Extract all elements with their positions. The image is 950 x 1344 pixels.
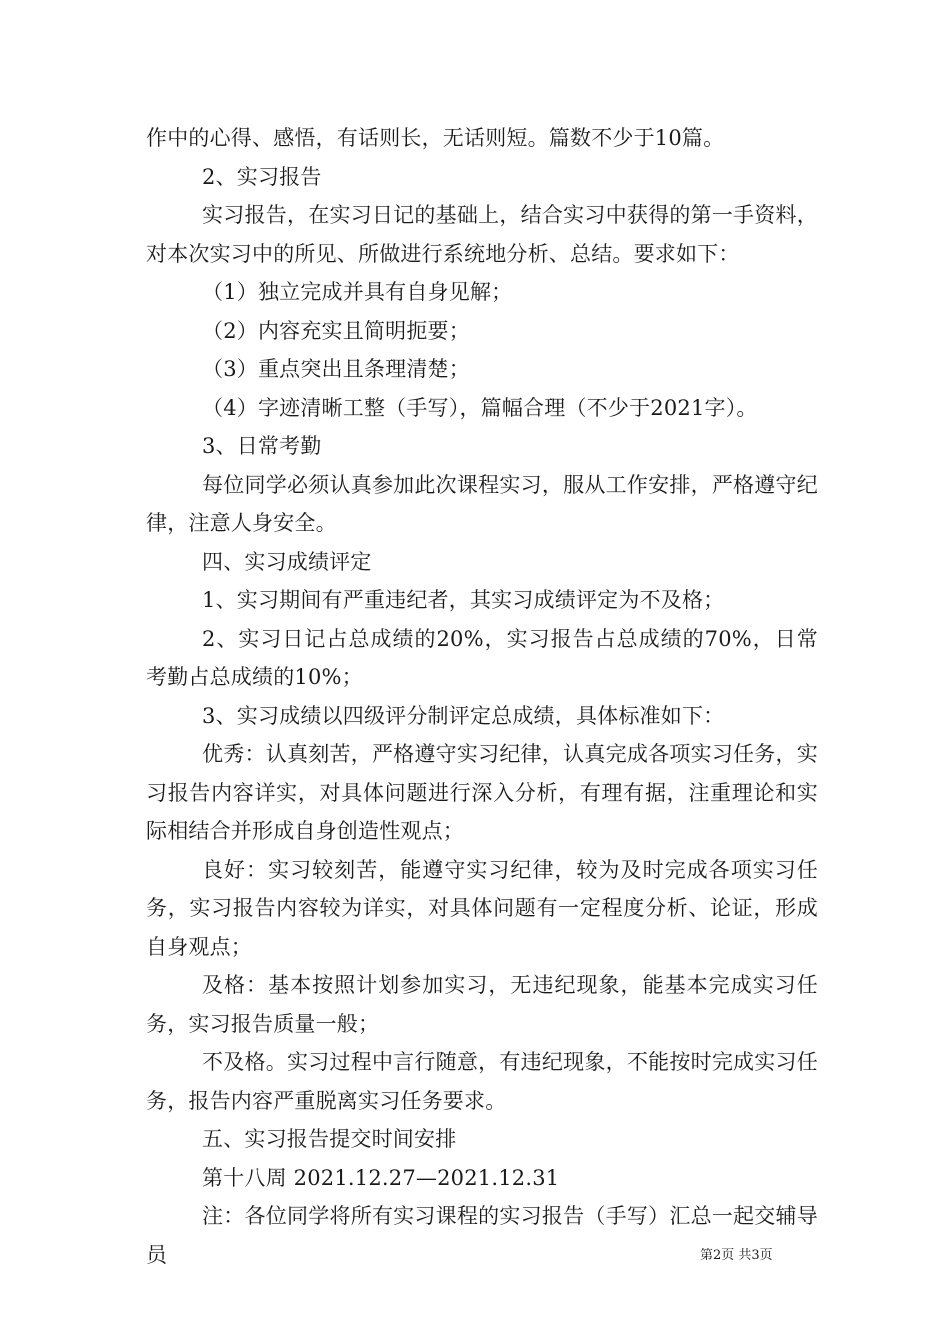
paragraph-1: 作中的心得、感悟，有话则长，无话则短。篇数不少于10篇。	[146, 126, 725, 150]
requirement-item-3: （3）重点突出且条理清楚；	[202, 357, 470, 381]
grading-item-2: 2、实习日记占总成绩的20%，实习报告占总成绩的70%，日常考勤占总成绩的10%；	[146, 626, 818, 689]
paragraph-attendance: 每位同学必须认真参加此次课程实习，服从工作安排，严格遵守纪律，注意人身安全。	[146, 472, 818, 535]
requirement-item-1: （1）独立完成并具有自身见解；	[202, 280, 513, 304]
document-body	[146, 119, 818, 1274]
submission-date: 第十八周 2021.12.27—2021.12.31	[202, 1165, 560, 1190]
heading-attendance: 3、日常考勤	[202, 434, 322, 458]
grade-excellent: 优秀：认真刻苦，严格遵守实习纪律，认真完成各项实习任务，实习报告内容详实，对具体问题进行深入分析，有理有据，注重理论和实际相结合并形成自身创造性观点；	[146, 742, 818, 843]
grade-fail: 不及格。实习过程中言行随意，有违纪现象，不能按时完成实习任务，报告内容严重脱离实习任务要求。	[146, 1050, 818, 1113]
grading-item-3: 3、实习成绩以四级评分制评定总成绩，具体标准如下：	[202, 703, 725, 728]
grading-item-1: 1、实习期间有严重违纪者，其实习成绩评定为不及格；	[202, 588, 725, 612]
paragraph-report-description: 实习报告，在实习日记的基础上，结合实习中获得的第一手资料，对本次实习中的所见、所做进行系统地分析、总结。要求如下：	[146, 203, 818, 266]
page-number: 第2页 共3页	[700, 1248, 773, 1263]
heading-internship-report: 2、实习报告	[202, 164, 322, 189]
requirement-item-4: （4）字迹清晰工整（手写），篇幅合理（不少于2021字）。	[202, 395, 758, 420]
heading-submission-schedule: 五、实习报告提交时间安排	[202, 1127, 457, 1151]
submission-note: 注：各位同学将所有实习课程的实习报告（手写）汇总一起交辅导员	[146, 1204, 818, 1267]
requirement-item-2: （2）内容充实且简明扼要；	[202, 318, 470, 343]
grade-pass: 及格：基本按照计划参加实习，无违纪现象，能基本完成实习任务，实习报告质量一般；	[146, 973, 818, 1036]
heading-grading: 四、实习成绩评定	[202, 549, 372, 574]
grade-good: 良好：实习较刻苦，能遵守实习纪律，较为及时完成各项实习任务，实习报告内容较为详实，对具体问题有一定程度分析、论证，形成自身观点；	[146, 857, 818, 959]
